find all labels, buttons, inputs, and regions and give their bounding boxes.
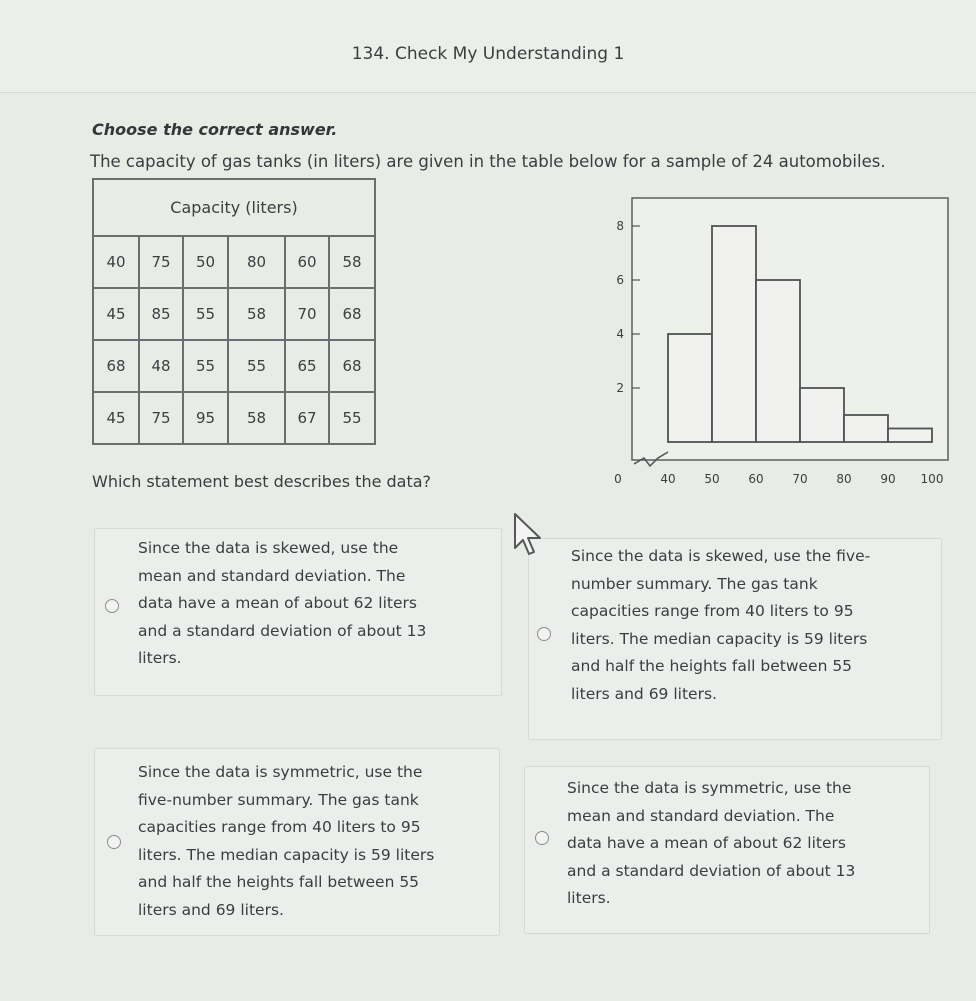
instruction-prompt: Choose the correct answer. [92, 120, 338, 139]
histogram-bar [712, 226, 756, 442]
answer-choice-d[interactable] [524, 766, 930, 934]
histogram-chart [600, 196, 952, 496]
choice-a-line: mean and standard deviation. The [138, 566, 406, 585]
capacity-table [92, 178, 376, 445]
histogram-bar [668, 334, 712, 442]
y-tick-label: 2 [616, 381, 624, 395]
choice-d-line: and a standard deviation of about 13 [567, 861, 856, 880]
histogram-bar [888, 429, 932, 443]
question-text: The capacity of gas tanks (in liters) are given in the table below for a sample of 24 automobiles. [90, 152, 886, 171]
x-tick-label: 50 [704, 472, 720, 486]
answer-choice-b[interactable] [528, 538, 942, 740]
table-cell: 95 [183, 392, 228, 444]
choice-c-line: capacities range from 40 liters to 95 [138, 818, 421, 836]
page-title: 134. Check My Understanding 1 [351, 44, 625, 64]
table-row [93, 236, 375, 288]
table-cell: 50 [183, 236, 228, 288]
table-row [93, 392, 375, 444]
header-bar [0, 0, 976, 93]
table-cell: 45 [93, 392, 139, 444]
choice-a-line: and a standard deviation of about 13 [138, 621, 427, 640]
answer-choice-a[interactable] [94, 528, 502, 696]
choice-b-line: Since the data is skewed, use the five- [571, 547, 871, 565]
x-tick-label: 0 [614, 472, 622, 486]
table-cell: 48 [139, 340, 183, 392]
table-cell: 45 [93, 288, 139, 340]
radio-button-a[interactable] [105, 599, 119, 613]
x-tick-label: 40 [660, 472, 676, 486]
table-cell: 58 [329, 236, 375, 288]
y-tick-label: 4 [616, 327, 624, 341]
choice-c-line: Since the data is symmetric, use the [138, 763, 423, 781]
y-tick-label: 8 [616, 219, 624, 233]
choice-b-line: and half the heights fall between 55 [571, 657, 853, 675]
choice-c-line: liters. The median capacity is 59 liters [138, 845, 435, 864]
choice-a-line: liters. [138, 649, 182, 667]
table-row [93, 340, 375, 392]
table-cell: 68 [93, 340, 139, 392]
table-cell: 67 [285, 392, 329, 444]
table-cell: 55 [183, 340, 228, 392]
table-row [93, 288, 375, 340]
x-tick-label: 80 [836, 472, 852, 486]
choice-a-line: data have a mean of about 62 liters [138, 594, 417, 612]
choice-c-line: and half the heights fall between 55 [138, 873, 420, 891]
table-cell: 60 [285, 236, 329, 288]
table-cell: 65 [285, 340, 329, 392]
x-tick-label: 100 [920, 472, 944, 486]
choice-d-line: Since the data is symmetric, use the [567, 779, 852, 797]
radio-button-c[interactable] [107, 835, 121, 849]
choice-c-line: five-number summary. The gas tank [138, 790, 419, 809]
y-tick-label: 6 [616, 273, 624, 287]
table-cell: 75 [139, 236, 183, 288]
radio-button-b[interactable] [537, 627, 551, 641]
x-tick-label: 70 [792, 472, 808, 486]
histogram-bar [844, 415, 888, 442]
choice-d-line: liters. [567, 889, 611, 907]
table-cell: 68 [329, 288, 375, 340]
choice-c-line: liters and 69 liters. [138, 900, 284, 919]
table-cell: 40 [93, 236, 139, 288]
table-cell: 55 [329, 392, 375, 444]
x-tick-label: 90 [880, 472, 896, 486]
table-cell: 70 [285, 288, 329, 340]
table-header: Capacity (liters) [93, 179, 375, 236]
table-cell: 75 [139, 392, 183, 444]
x-tick-label: 60 [748, 472, 764, 486]
choice-d-line: mean and standard deviation. The [567, 806, 835, 825]
answer-choice-c[interactable] [94, 748, 500, 936]
choice-b-line: number summary. The gas tank [571, 574, 818, 593]
table-cell: 55 [228, 340, 285, 392]
choice-a-line: Since the data is skewed, use the [138, 539, 399, 557]
choice-b-text [571, 543, 870, 708]
histogram-bar [756, 280, 800, 442]
choice-d-line: data have a mean of about 62 liters [567, 834, 846, 852]
table-cell: 55 [183, 288, 228, 340]
choice-a-text [138, 535, 426, 673]
choice-b-line: liters and 69 liters. [571, 684, 717, 703]
histogram-bar [800, 388, 844, 442]
table-cell: 58 [228, 288, 285, 340]
radio-button-d[interactable] [535, 831, 549, 845]
choice-c-text [138, 759, 434, 924]
table-cell: 85 [139, 288, 183, 340]
mouse-pointer-icon [512, 512, 548, 558]
table-cell: 58 [228, 392, 285, 444]
choice-d-text [567, 775, 855, 913]
which-statement-text: Which statement best describes the data? [92, 472, 432, 491]
choice-b-line: capacities range from 40 liters to 95 [571, 602, 854, 620]
table-cell: 68 [329, 340, 375, 392]
table-cell: 80 [228, 236, 285, 288]
choice-b-line: liters. The median capacity is 59 liters [571, 629, 868, 648]
